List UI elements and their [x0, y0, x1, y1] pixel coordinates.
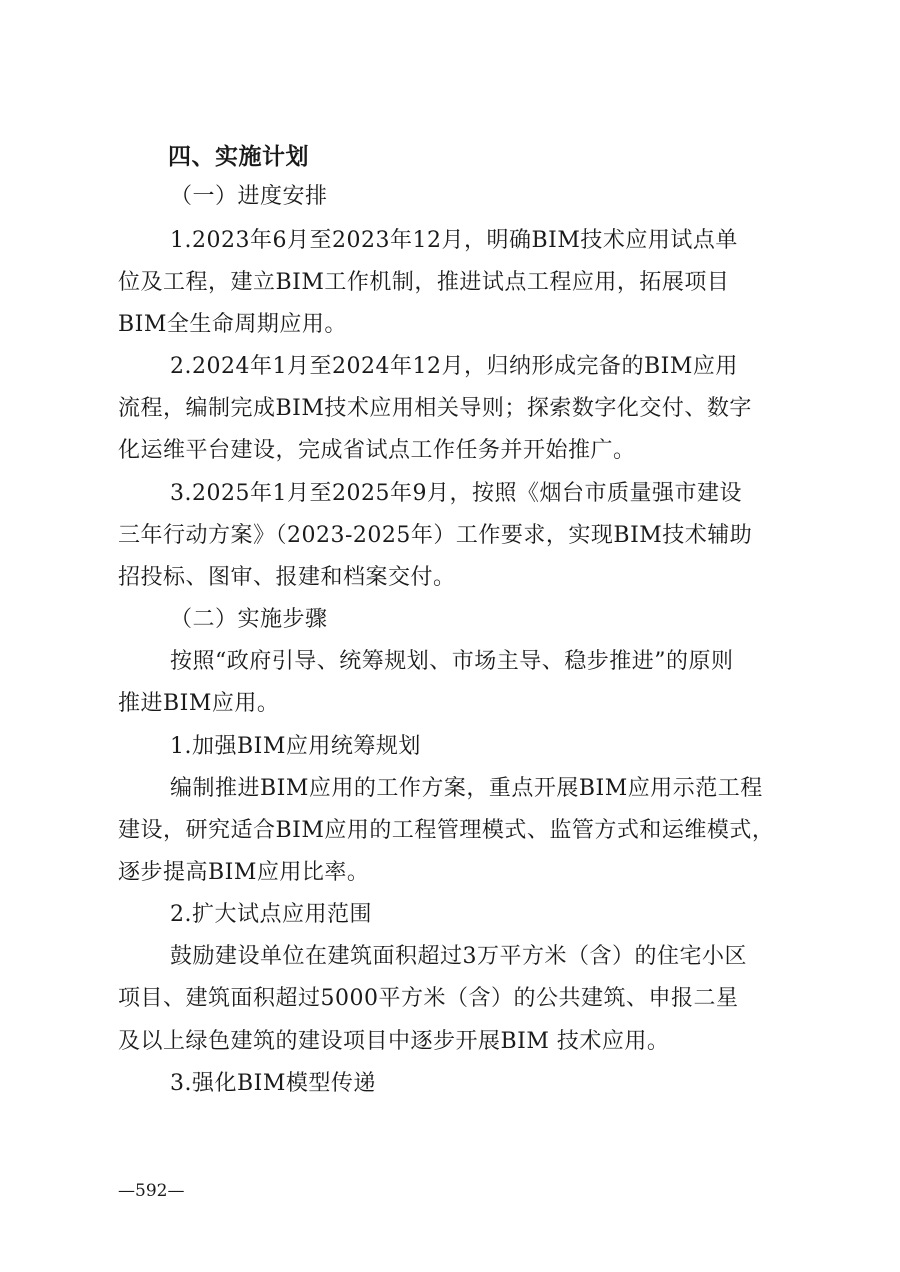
subheading-schedule: （一）进度安排 — [170, 184, 328, 209]
paragraph-line: 3.2025年1月至2025年9月，按照《烟台市质量强市建设 — [170, 481, 742, 506]
paragraph-line: BIM全生命周期应用。 — [118, 312, 347, 337]
paragraph-line: 鼓励建设单位在建筑面积超过3万平方米（含）的住宅小区 — [170, 944, 747, 969]
item-heading: 1.加强BIM应用统筹规划 — [170, 734, 421, 759]
paragraph-line: 推进BIM应用。 — [118, 691, 280, 716]
paragraph-line: 项目、建筑面积超过5000平方米（含）的公共建筑、申报二星 — [118, 986, 739, 1011]
paragraph-line: 编制推进BIM应用的工作方案，重点开展BIM应用示范工程 — [170, 776, 763, 801]
paragraph-line: 流程，编制完成BIM技术应用相关导则；探索数字化交付、数字 — [118, 396, 752, 421]
paragraph-line: 1.2023年6月至2023年12月，明确BIM技术应用试点单 — [170, 228, 738, 253]
item-heading: 2.扩大试点应用范围 — [170, 902, 372, 927]
section-heading-implementation-plan: 四、实施计划 — [168, 144, 309, 170]
paragraph-line: 位及工程，建立BIM工作机制，推进试点工程应用，拓展项目 — [118, 270, 730, 295]
paragraph-line: 化运维平台建设，完成省试点工作任务并开始推广。 — [118, 438, 636, 463]
subheading-steps: （二）实施步骤 — [170, 607, 328, 632]
paragraph-line: 建设，研究适合BIM应用的工程管理模式、监管方式和运维模式， — [118, 818, 775, 843]
paragraph-line: 及以上绿色建筑的建设项目中逐步开展BIM 技术应用。 — [118, 1029, 670, 1054]
item-heading: 3.强化BIM模型传递 — [170, 1071, 376, 1096]
paragraph-line: 招投标、图审、报建和档案交付。 — [118, 565, 456, 590]
paragraph-line: 三年行动方案》（2023-2025年）工作要求，实现BIM技术辅助 — [118, 523, 753, 548]
paragraph-line: 逐步提高BIM应用比率。 — [118, 860, 370, 885]
paragraph-line: 按照“政府引导、统筹规划、市场主导、稳步推进”的原则 — [170, 649, 734, 674]
page-number: —592— — [118, 1181, 185, 1201]
paragraph-line: 2.2024年1月至2024年12月，归纳形成完备的BIM应用 — [170, 354, 738, 379]
